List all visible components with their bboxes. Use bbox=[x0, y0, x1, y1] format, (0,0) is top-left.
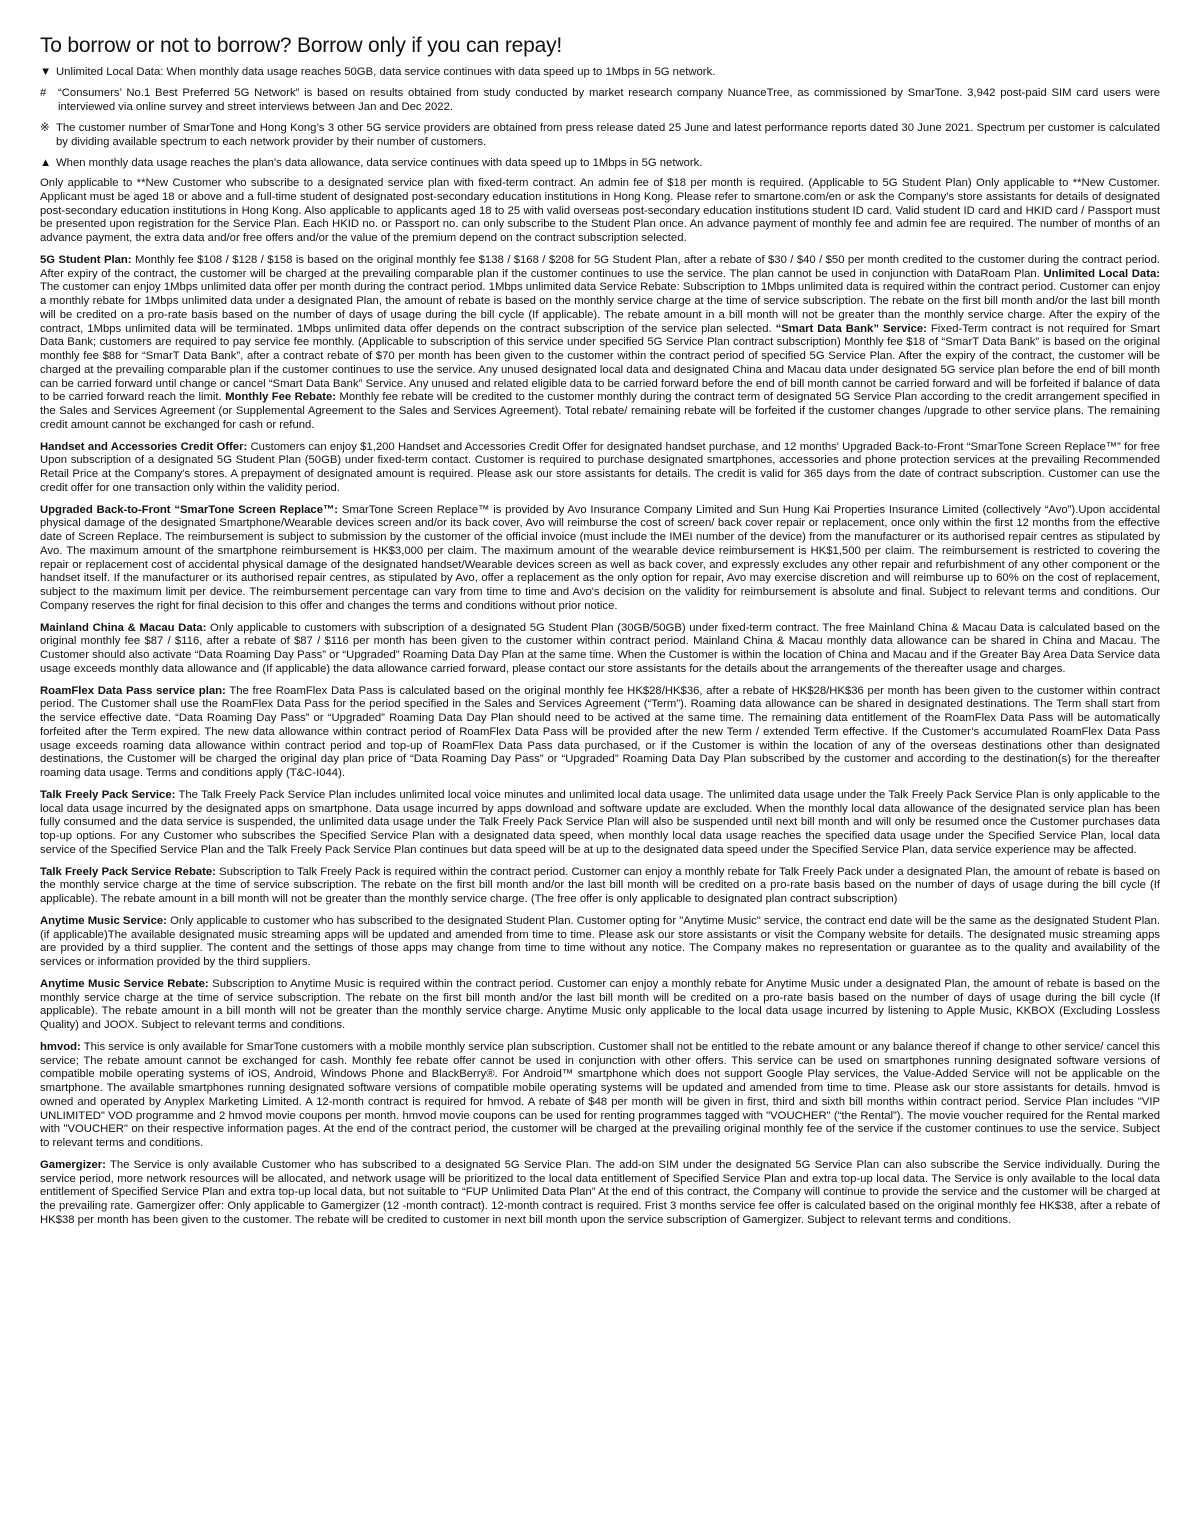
section-text: This service is only available for SmarTone customers with a mobile monthly service plan subscription. Customer shall not be entitled to the rebate amount or any balance thereof if change to other service/ cancel this service; The rebate amount cannot be exchanged for cash. Monthly fee rebate offer cannot be used in conjunction with other offers. This service can be used on smartphones running designated software versions of compatible mobile operating systems of iOS, Android, Windows Phone and BlackBerry®. For Android™ smartphone which does not support Google Play services, the Value-Added Service will not be applicable on the smartphone. The available smartphones running designated software versions of compatible mobile operating systems will be updated and amended from time to time. Please ask our store assistants for details. hmvod is owned and operated by Anyplex Marketing Limited. A 12-month contract is required for hmvod. A rebate of $48 per month will be given in first, third and sixth bill months within contract period. Service Plan includes "VIP UNLIMITED" VOD programme and 2 hmvod movie coupons per month. hmvod movie coupons can be used for renting programmes tagged with "VOUCHER" (“the Rental”). The movie voucher required for the Rental marked with "VOUCHER" on their respective information pages. At the end of the contract period, the customer will be charged at the prevailing original monthly fee of the service if the customer continues to use the service. Subject to relevant terms and conditions. bbox=[40, 1040, 1160, 1149]
triangle-up-icon: ▲ bbox=[40, 157, 52, 169]
section-text: The customer can enjoy 1Mbps unlimited data offer per month during the contract period. 1Mbps unlimited data Service Rebate: Subscription to 1Mbps unlimited data is required within the contract period. Customer can enjoy a monthly rebate for 1Mbps unlimited data under a designated Plan, the amount of rebate is based on the monthly service charge at the time of service subscription. The rebate on the first bill month and/or the last bill month will be credited on a pro-rate basis based on the number of days of usage during the bill cycle (If applicable). The rebate amount in a bill month will not be greater than the monthly service charge. After the expiry of the contract, 1Mbps unlimited data will be terminated. 1Mbps unlimited data offer depends on the contract subscription of the service plan selected. bbox=[40, 281, 1160, 335]
section-text: Customers can enjoy $1,200 Handset and Accessories Credit Offer for designated handset purchase, and 12 months' Upgraded Back-to-Front “SmarTone Screen Replace™” for free Upon subscription of a designated 5G Student Plan (50GB) under fixed-term contact. Customer is required to purchase designated smartphones, accessories and phone protection services at the prevailing Recommended Retail Price at the Company's stores. A prepayment of designated amount is required. Please ask our store assistants for details. The credit is valid for 365 days from the date of contract subscription. Customer can use the credit offer for one transaction only within the validity period. bbox=[40, 440, 1160, 494]
section-heading: Handset and Accessories Credit Offer: bbox=[40, 440, 248, 453]
intro-paragraph: Only applicable to **New Customer who subscribe to a designated service plan with fixed-term contract. An admin fee of $18 per month is required. (Applicable to 5G Student Plan) Only applicable to **New Customer. Applicant must be aged 18 or above and a full-time student of designated post-secondary education institutions in Hong Kong. Please refer to smartone.com/en or ask the Company’s store assistants for details of designated post-secondary education institutions in Hong Kong. Also applicable to applicants aged 18 to 25 with valid overseas post-secondary education institutions student ID card. Valid student ID card and HKID card / Passport must be presented upon registration for the Service Plan. Each HKID no. or Passport no. can only subscribe to the Student Plan once. An advance payment of monthly fee and admin fee are required. The number of months of an advance payment, the extra data and/or free offers and/or the value of the premium depend on the contract subscription selected. bbox=[40, 177, 1160, 244]
note-spectrum bbox=[40, 121, 1160, 149]
section-heading: Mainland China & Macau Data: bbox=[40, 621, 207, 634]
screen-replace-paragraph bbox=[40, 504, 1160, 614]
section-text: Fixed-Term contract is not required for Smart Data Bank; customers are required to pay service fee monthly. (Applicable to subscription of this service under specified 5G Service Plan contract subscription) Monthly fee $18 of “SmarT Data Bank” is based on the original monthly fee $88 for “SmarT Data Bank”, after a contract rebate of $70 per month has been given to the customer within the contract period of specified 5G Service Plan. After the expiry of the contract, the customer will be charged at the prevailing comparable plan if the customer continues to use the service. Any unused designated local data and designated China and Macau data under designated 5G service plan before the end of bill month can be carried forward until change or cancel “Smart Data Bank” Service. Any unused and related eligible data to be carried forward before the end of bill month cannot be carried forward and will be forfeited if balance of data to be carried forward reach the limit. bbox=[40, 322, 1160, 404]
note-text: “Consumers’ No.1 Best Preferred 5G Network” is based on results obtained from study conducted by market research company NuanceTree, as commissioned by SmarTone. 3,942 post-paid SIM card users were interviewed via online survey and street interviews between Jan and Dec 2022. bbox=[58, 87, 1160, 113]
section-text: SmarTone Screen Replace™ is provided by Avo Insurance Company Limited and Sun Hung Kai Properties Insurance Limited (collectively “Avo”).Upon accidental physical damage of the designated Smartphone/Wearable devices screen and/or its back cover, Avo will reimburse the cost of screen/ back cover repair or replacement, once only within the first 12 months from the effective date of Screen Replace. The reimbursement is subject to submission by the customer of the official invoice (must include the IMEI number of the device) from the manufacturer or its authorised repair centres as stipulated by Avo. The maximum amount of the smartphone reimbursement is HK$3,000 per claim. The maximum amount of the wearable device reimbursement is HK$1,500 per claim. The reimbursement is restricted to covering the repair or replacement cost of accidental physical damage of the designated handset/Wearable devices screen as well as back cover, and expressly excludes any other repair and refurbishment of any other component or the handset itself. If the manufacturer or its authorised repair centres, as stipulated by Avo, offer a replacement as the only option for repair, Avo may exercise discretion and will reimburse up to 60% on the cost of replacement, subject to the maximum limit per device. The reimbursement percentage can vary from time to time and Avo's decision on the validity for reimbursement is absolute and final. Subject to relevant terms and conditions. Our Company reserves the right for final decision to this offer and changes the terms and conditions without prior notice. bbox=[40, 503, 1160, 612]
note-consumers-network bbox=[40, 86, 1160, 114]
note-unlimited-data bbox=[40, 65, 1160, 79]
talk-freely-paragraph bbox=[40, 789, 1160, 858]
section-text: The Service is only available Customer who has subscribed to a designated 5G Service Plan. The add-on SIM under the designated 5G Service Plan can also subscribe the Service individually. During the service period, more network resources will be allocated, and network usage will be prioritized to the local data entitlement of Specified Service Plan and extra top-up local data. The Service is only available to the local data entitlement of Specified Service Plan and extra top-up local data, but not suitable to “FUP Unlimited Data Plan” At the end of this contract, the Company will continue to provide the service and the customer will be charged at the prevailing rate. Gamergizer offer: Only applicable to Gamergizer (12 -month contract). 12-month contract is required. Frist 3 months service fee offer is calculated based on the original monthly fee HK$38, after a rebate of HK$38 per month has been given to the customer. The rebate will be credited to customer in next bill month upon the service subscription of Gamergizer. Subject to relevant terms and conditions. bbox=[40, 1158, 1160, 1226]
section-text: Monthly fee rebate will be credited to the customer monthly during the contract term of designated 5G Service Plan according to the credit arrangement specified in the Sales and Services Agreement (or Supplemental Agreement to the Sales and Services Agreement). Total rebate/ remaining rebate will be forfeited if the customer changes /upgrade to other service plans. The remaining credit amount cannot be exchanged for cash or refund. bbox=[40, 391, 1161, 431]
hash-icon: # bbox=[40, 87, 47, 99]
section-text: Only applicable to customer who has subscribed to the designated Student Plan. Customer opting for "Anytime Music" service, the contract end date will be the same as the designated Student Plan. (if applicable)The available designated music streaming apps will be updated and amended from time to time. Please ask our store assistants or visit the Company website for details. The designated music streaming apps are provided by a third supplier. The content and the settings of those apps may change from time to time without any notice. The Company makes no representation or guarantee as to the quality and availability of the services or information provided by the third suppliers. bbox=[40, 914, 1161, 968]
note-text: When monthly data usage reaches the plan's data allowance, data service continues with data speed up to 1Mbps in 5G network. bbox=[56, 157, 703, 169]
anytime-music-rebate-paragraph bbox=[40, 978, 1160, 1033]
student-plan-paragraph bbox=[40, 254, 1160, 433]
section-heading: 5G Student Plan: bbox=[40, 253, 132, 266]
triangle-down-icon: ▼ bbox=[40, 66, 52, 78]
china-macau-data-paragraph bbox=[40, 622, 1160, 677]
section-heading: Talk Freely Pack Service: bbox=[40, 788, 176, 801]
section-heading: Unlimited Local Data: bbox=[1039, 267, 1160, 280]
section-heading: Talk Freely Pack Service Rebate: bbox=[40, 865, 216, 878]
page-title: To borrow or not to borrow? Borrow only if you can repay! bbox=[40, 34, 563, 57]
section-heading: Anytime Music Service: bbox=[40, 914, 167, 927]
section-heading: Upgraded Back-to-Front “SmarTone Screen Replace™: bbox=[40, 503, 339, 516]
note-data-allowance bbox=[40, 156, 1160, 170]
section-text: The Talk Freely Pack Service Plan includes unlimited local voice minutes and unlimited local data usage. The unlimited data usage under the Talk Freely Pack Service Plan is only applicable to the local data usage incurred by the designated apps on smartphone. Data usage incurred by apps download and software update are excluded. When the monthly local data allowance of the designated service plan has been fully consumed and the data service is suspended, the unlimited data usage under the Talk Freely Pack Service Plan will also be suspended until next bill month and will only be resumed once the Customer purchases data top-up options. For any Customer who subscribes the Specified Service Plan with a designated data speed, when monthly local data usage reaches the specified data usage under the Specified Service Plan, local data service of the Specified Service Plan and the Talk Freely Pack Service Plan continues but data speed will be at up to the designated data speed under the Specified Service Plan, data service experience may be affected. bbox=[40, 788, 1161, 856]
section-text: The free RoamFlex Data Pass is calculated based on the original monthly fee HK$28/HK$36, after a rebate of HK$28/HK$36 per month has been given to the customer within contract period. The Customer shall use the RoamFlex Data Pass for the period specified in the Sales and Services Agreement (“Term”). Roaming data allowance can be shared in designated destinations. The Term shall start from the service effective date. “Data Roaming Day Pass” or “Upgraded” Roaming Data Day Plan should need to be actived at the same time. The remaining data entitlement of the RoamFlex Data Pass will be automatically forfeited after the Term expired. The new data allowance within contract period of RoamFlex Data Pass will be provided after the new Term / extended Term effective. If the Customer’s accumulated RoamFlex Data Pass usage exceeds roaming data allowance within contract period and top-up of RoamFlex Data Pass data purchased, or if the Customer is within the location of any of the overseas destinations other than designated destinations, the Customer will be charged the original day plan price of “Data Roaming Day Pass” or “Upgraded” Roaming Data Day Plan subscribed by the customer and according to the destination(s) for the thereafter roaming data usage. Terms and conditions apply (T&C-I044). bbox=[40, 684, 1160, 779]
section-heading: hmvod: bbox=[40, 1040, 81, 1053]
section-heading: RoamFlex Data Pass service plan: bbox=[40, 684, 226, 697]
section-heading: “Smart Data Bank” Service: bbox=[771, 322, 927, 335]
note-text: Unlimited Local Data: When monthly data usage reaches 50GB, data service continues with data speed up to 1Mbps in 5G network. bbox=[56, 66, 716, 78]
note-text: The customer number of SmarTone and Hong Kong’s 3 other 5G service providers are obtained from press release dated 25 June and latest performance reports dated 30 June 2021. Spectrum per customer is calculated by dividing available spectrum to each network provider by their number of customers. bbox=[56, 122, 1160, 148]
reference-mark-icon: ※ bbox=[40, 122, 50, 134]
section-heading: Gamergizer: bbox=[40, 1158, 106, 1171]
section-text: Only applicable to customers with subscription of a designated 5G Student Plan (30GB/50GB) under fixed-term contract. The free Mainland China & Macau Data is calculated based on the original monthly fee $87 / $116, after a rebate of $87 / $116 per month has been given to the customer within contract period. Mainland China & Macau monthly data allowance can be shared in China and Macau. The Customer should also activate “Data Roaming Day Pass” or “Upgraded” Roaming Data Day Plan at the same time. When the Customer is within the location of China and Macau and if the Greater Bay Area Data Service data usage exceeds monthly data allowance and (If applicable) the data allowance carried forward, please contact our store assistants for the details about the arrangements of the thereafter usage and charges. bbox=[40, 621, 1160, 675]
roamflex-paragraph bbox=[40, 685, 1160, 781]
anytime-music-paragraph bbox=[40, 915, 1160, 970]
section-heading: Monthly Fee Rebate: bbox=[221, 391, 337, 404]
section-text: Monthly fee $108 / $128 / $158 is based on the original monthly fee $138 / $168 / $208 for 5G Student Plan, after a rebate of $30 / $40 / $50 per month credited to the customer during the contract period. After expiry of the contract, the customer will be charged at the prevailing comparable plan if the customer continues to use the service. The plan cannot be used in conjunction with DataRoam Plan. bbox=[40, 253, 1160, 280]
section-text: Subscription to Anytime Music is required within the contract period. Customer can enjoy a monthly rebate for Anytime Music under a designated Plan, the amount of rebate is based on the monthly service charge at the time of service subscription. The rebate on the first bill month and/or the last bill month will be credited on a pro-rate basis based on the number of days of usage during the bill cycle (If applicable). The rebate amount in a bill month will not be greater than the monthly service charge. Anytime Music only applicable to the local data usage incurred by listening to Apple Music, KKBOX (Excluding Lossless Quality) and JOOX. Subject to relevant terms and conditions. bbox=[40, 977, 1160, 1031]
handset-credit-paragraph bbox=[40, 441, 1160, 496]
gamergizer-paragraph bbox=[40, 1159, 1160, 1228]
section-heading: Anytime Music Service Rebate: bbox=[40, 977, 209, 990]
hmvod-paragraph bbox=[40, 1041, 1160, 1151]
section-text: Subscription to Talk Freely Pack is required within the contract period. Customer can enjoy a monthly rebate for Talk Freely Pack under a designated Plan, the amount of rebate is based on the monthly service charge at the time of service subscription. The rebate on the first bill month and/or the last bill month will be credited on a pro-rate basis based on the number of days of usage during the bill cycle (If applicable). The rebate amount in a bill month will not be greater than the monthly service charge. (The free offer is only applicable to designated plan contract subscription) bbox=[40, 865, 1161, 905]
talk-freely-rebate-paragraph bbox=[40, 866, 1160, 907]
